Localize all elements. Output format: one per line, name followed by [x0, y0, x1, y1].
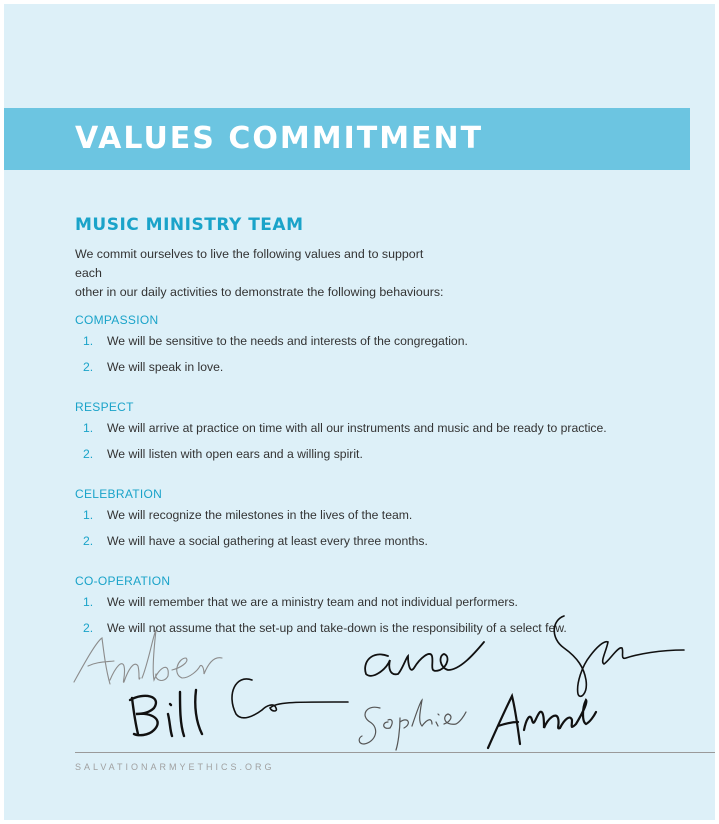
signature-amanda [488, 696, 596, 748]
item-text: We will not assume that the set-up and take-down is the responsibility of a select few. [107, 621, 567, 635]
values-list [75, 312, 695, 647]
section-celebration [75, 486, 695, 560]
item-number: 2. [83, 447, 94, 461]
section-heading: CO-OPERATION [75, 574, 171, 588]
item-number: 1. [83, 421, 94, 435]
page-title: VALUES COMMITMENT [75, 121, 484, 156]
list-item [75, 360, 695, 386]
item-number: 2. [83, 534, 94, 548]
item-text: We will speak in love. [107, 360, 224, 374]
item-text: We will remember that we are a ministry team and not individual performers. [107, 595, 518, 609]
list-item [75, 421, 695, 447]
signature-j [554, 616, 684, 696]
list-item [75, 334, 695, 360]
signatures-area [4, 604, 715, 754]
title-banner [4, 108, 690, 170]
item-text: We will listen with open ears and a willing spirit. [107, 447, 363, 461]
list-item [75, 447, 695, 473]
behaviour-list [75, 334, 695, 386]
behaviour-list [75, 508, 695, 560]
intro-line-2: other in our daily activities to demonstrate the following behaviours: [75, 285, 444, 299]
intro-paragraph [75, 245, 445, 302]
signature-c [232, 679, 348, 718]
section-heading: RESPECT [75, 400, 134, 414]
team-title: MUSIC MINISTRY TEAM [75, 215, 304, 235]
item-number: 1. [83, 595, 94, 609]
footer-divider [75, 752, 715, 753]
item-text: We will have a social gathering at least every three months. [107, 534, 428, 548]
item-text: We will arrive at practice on time with all our instruments and music and be ready to practice. [107, 421, 607, 435]
item-number: 2. [83, 360, 94, 374]
section-compassion [75, 312, 695, 386]
intro-line-1: We commit ourselves to live the following values and to support each [75, 247, 424, 280]
section-heading: CELEBRATION [75, 487, 163, 501]
section-heading: COMPASSION [75, 313, 159, 327]
item-text: We will be sensitive to the needs and interests of the congregation. [107, 334, 468, 348]
list-item [75, 508, 695, 534]
list-item [75, 534, 695, 560]
document-page [4, 4, 715, 820]
footer-url: SALVATIONARMYETHICS.ORG [75, 762, 275, 772]
item-number: 2. [83, 621, 94, 635]
behaviour-list [75, 421, 695, 473]
section-respect [75, 399, 695, 473]
signature-sophie [359, 700, 466, 750]
content-area [75, 213, 695, 647]
signature-ana [365, 642, 484, 676]
item-number: 1. [83, 334, 94, 348]
signature-bill [130, 690, 202, 736]
item-text: We will recognize the milestones in the lives of the team. [107, 508, 413, 522]
signature-amber [74, 630, 222, 684]
item-number: 1. [83, 508, 94, 522]
